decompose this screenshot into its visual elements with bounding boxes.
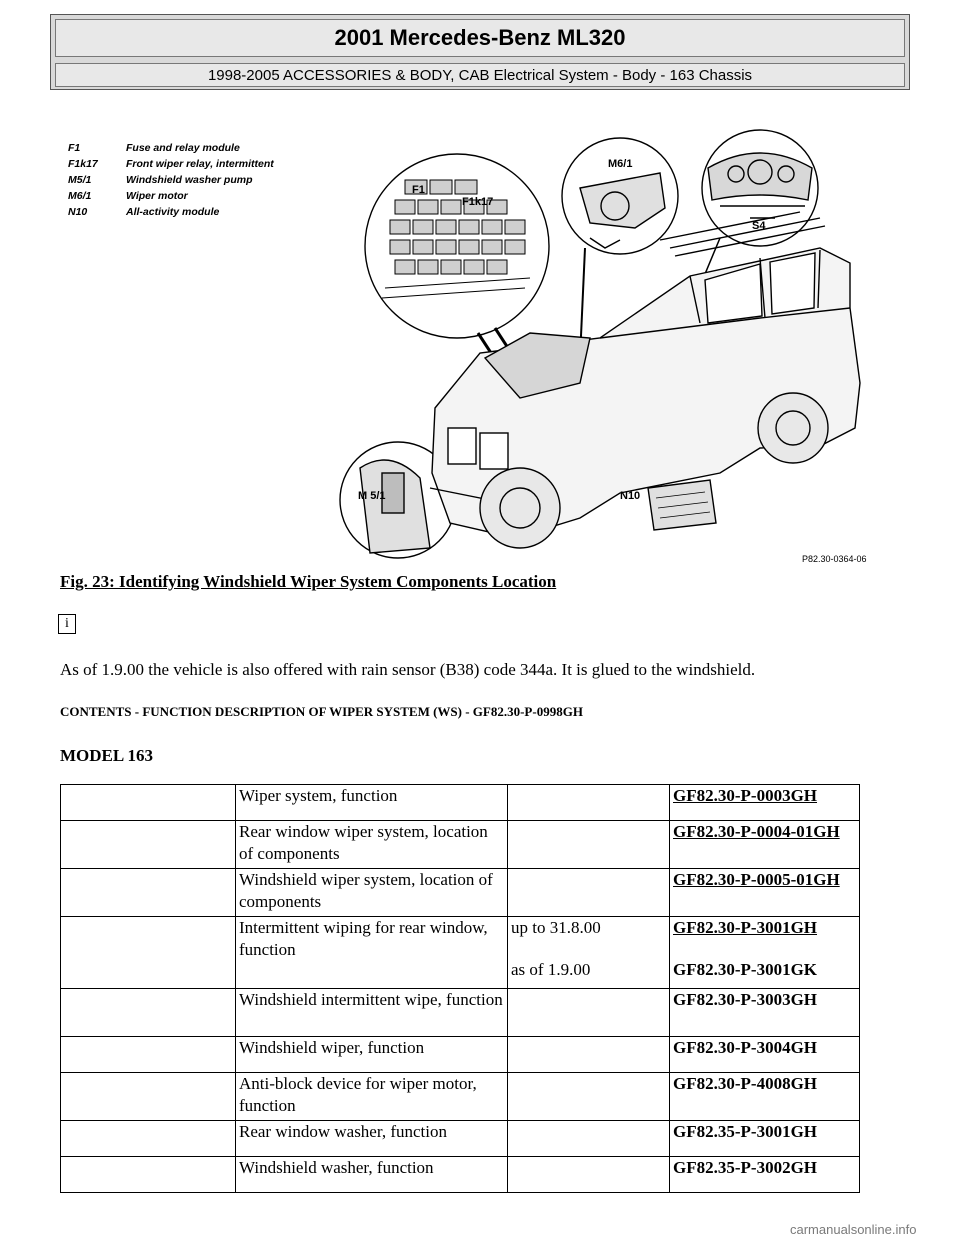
site-watermark: carmanualsonline.info [790, 1222, 917, 1237]
legend-row: F1k17 Front wiper relay, intermittent [68, 158, 274, 170]
row-code-cell [670, 1157, 860, 1193]
table-row [61, 1121, 860, 1157]
page-header [50, 14, 910, 90]
row-condition-cell [508, 917, 670, 989]
callout-m61: M6/1 [608, 158, 633, 170]
rain-sensor-note: As of 1.9.00 the vehicle is also offered with rain sensor (B38) code 344a. It is glued to the windshield. [60, 660, 756, 679]
callout-s4: S4 [752, 220, 766, 232]
row-description: Windshield washer, function [236, 1157, 508, 1193]
row-condition [508, 1037, 670, 1073]
row-description: Windshield wiper system, location of components [236, 869, 508, 917]
model-heading: MODEL 163 [60, 746, 154, 765]
vehicle-illustration [60, 128, 880, 568]
row-code-link[interactable]: GF82.30-P-0003GH [673, 786, 818, 805]
component-location-figure [60, 128, 880, 568]
row-code: GF82.30-P-3003GH [673, 990, 818, 1009]
front-wheel [480, 468, 560, 548]
row-code-link[interactable]: GF82.30-P-0004-01GH [673, 822, 840, 841]
row-code-link[interactable]: GF82.30-P-3001GH [673, 918, 818, 937]
row-condition [508, 1073, 670, 1121]
row-description: Intermittent wiping for rear window, function [236, 917, 508, 989]
row-code: GF82.35-P-3001GH [673, 1122, 818, 1141]
row-description: Windshield wiper, function [236, 1037, 508, 1073]
table-row [61, 989, 860, 1037]
figure-code: P82.30-0364-06 [802, 554, 867, 564]
row-description: Wiper system, function [236, 785, 508, 821]
row-condition [508, 1157, 670, 1193]
row-condition [508, 785, 670, 821]
row-condition [508, 869, 670, 917]
rear-wheel [758, 393, 828, 463]
row-code-2: GF82.30-P-3001GK [673, 960, 818, 979]
legend-row: N10 All-activity module [68, 206, 220, 218]
row-condition [508, 821, 670, 869]
header-title: 2001 Mercedes-Benz ML320 [55, 19, 905, 57]
row-code-cell [670, 869, 860, 917]
callout-f1: F1 [412, 184, 425, 196]
row-description: Rear window washer, function [236, 1121, 508, 1157]
row-condition [508, 1121, 670, 1157]
table-row [61, 1073, 860, 1121]
table-row [61, 869, 860, 917]
callout-m51: M 5/1 [358, 490, 386, 502]
legend-row: M5/1 Windshield washer pump [68, 174, 253, 186]
row-code: GF82.35-P-3002GH [673, 1158, 818, 1177]
row-code-cell [670, 1073, 860, 1121]
callout-f1k17: F1k17 [462, 196, 494, 208]
table-row [61, 1157, 860, 1193]
row-description: Windshield intermittent wipe, function [236, 989, 508, 1037]
row-code-cell [670, 989, 860, 1037]
legend-row: F1 Fuse and relay module [68, 142, 240, 154]
function-description-table [60, 784, 860, 1193]
info-icon[interactable]: i [58, 614, 76, 634]
row-code-cell [670, 1037, 860, 1073]
row-description: Anti-block device for wiper motor, function [236, 1073, 508, 1121]
figure-caption[interactable]: Fig. 23: Identifying Windshield Wiper System Components Location [60, 572, 557, 591]
row-code-cell [670, 821, 860, 869]
table-row [61, 1037, 860, 1073]
callout-n10: N10 [620, 490, 641, 502]
row-code-cell [670, 1121, 860, 1157]
row-condition-2: as of 1.9.00 [511, 960, 591, 979]
table-row [61, 785, 860, 821]
row-description: Rear window wiper system, location of components [236, 821, 508, 869]
contents-heading: CONTENTS - FUNCTION DESCRIPTION OF WIPER SYSTEM (WS) - GF82.30-P-0998GH [60, 704, 583, 719]
table-row [61, 821, 860, 869]
legend-row: M6/1 Wiper motor [68, 190, 188, 202]
row-code-cell [670, 917, 860, 989]
table-row [61, 917, 860, 989]
header-subtitle: 1998-2005 ACCESSORIES & BODY, CAB Electrical System - Body - 163 Chassis [55, 63, 905, 87]
row-condition: up to 31.8.00 [511, 918, 601, 937]
row-code-link[interactable]: GF82.30-P-0005-01GH [673, 870, 840, 889]
row-code: GF82.30-P-3004GH [673, 1038, 818, 1057]
row-condition [508, 989, 670, 1037]
row-code: GF82.30-P-4008GH [673, 1074, 818, 1093]
row-code-cell [670, 785, 860, 821]
